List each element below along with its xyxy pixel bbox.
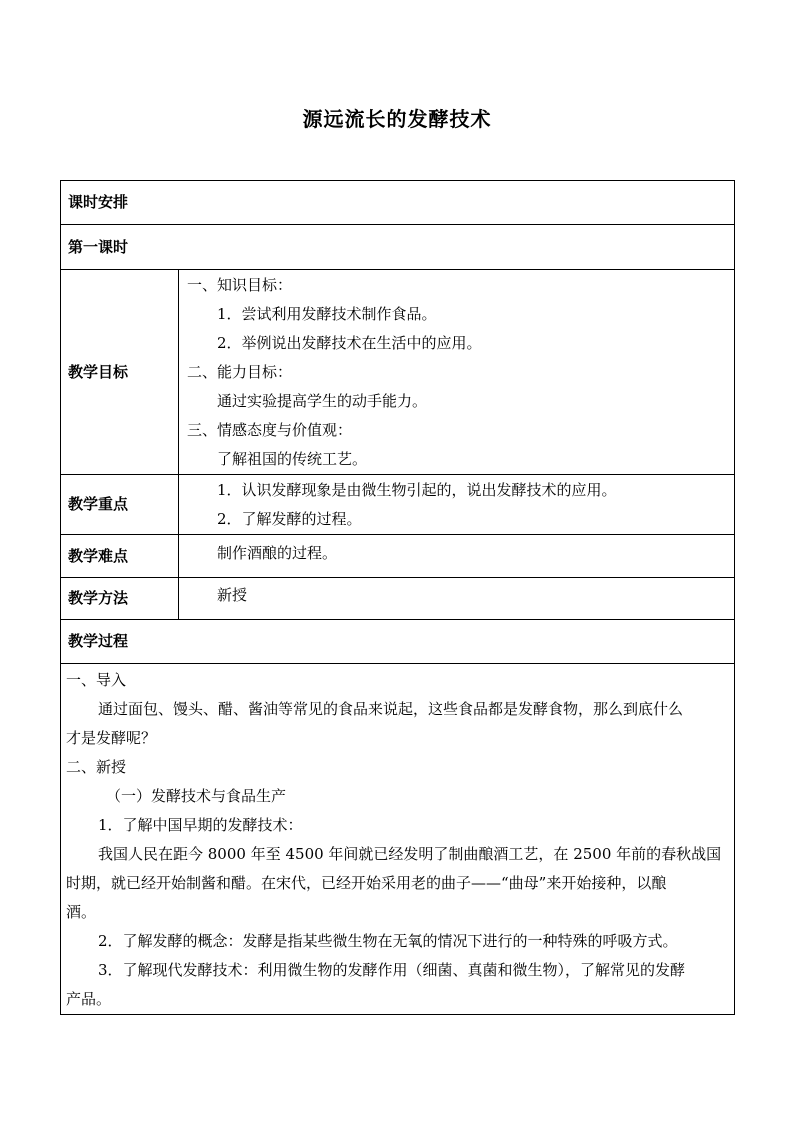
objective-line: 一、知识目标： (187, 275, 293, 294)
lesson-row (61, 225, 735, 270)
method-content (179, 578, 735, 620)
process-content (61, 664, 735, 1015)
objective-line: 了解祖国的传统工艺。 (217, 449, 368, 468)
process-line: 才是发酵呢？ (66, 729, 157, 747)
objective-line: 2．举例说出发酵技术在生活中的应用。 (217, 333, 482, 352)
process-line: 酒。 (66, 903, 97, 921)
process-row (61, 664, 735, 1015)
method-text: 新授 (217, 586, 248, 604)
method-row (61, 578, 735, 620)
process-line: 1．了解中国早期的发酵技术： (98, 816, 303, 834)
objectives-content (179, 270, 735, 475)
key-points-row (61, 475, 735, 535)
process-line: 时期，就已经开始制酱和醋。在宋代，已经开始采用老的曲子——“曲母”来开始接种，以酿 (66, 874, 667, 892)
process-line: 一、导入 (66, 671, 127, 689)
process-header-row (61, 620, 735, 664)
key-point-line: 2．了解发酵的过程。 (217, 509, 362, 528)
objective-line: 三、情感态度与价值观： (187, 420, 353, 439)
process-line: 3．了解现代发酵技术：利用微生物的发酵作用（细菌、真菌和微生物），了解常见的发酵 (98, 961, 686, 979)
lesson-plan-table (60, 180, 735, 1015)
objective-line: 通过实验提高学生的动手能力。 (217, 391, 428, 410)
method-label: 教学方法 (61, 578, 179, 620)
schedule-heading: 课时安排 (61, 181, 735, 225)
objective-line: 1．尝试利用发酵技术制作食品。 (217, 304, 437, 323)
difficulties-content (179, 535, 735, 578)
process-line: 产品。 (66, 990, 112, 1008)
key-points-label: 教学重点 (61, 475, 179, 535)
process-line: 通过面包、馒头、醋、酱油等常见的食品来说起，这些食品都是发酵食物，那么到底什么 (98, 700, 684, 718)
key-points-content (179, 475, 735, 535)
objectives-row (61, 270, 735, 475)
process-heading: 教学过程 (61, 620, 735, 664)
document-title: 源远流长的发酵技术 (302, 107, 492, 131)
difficulties-row (61, 535, 735, 578)
lesson-heading: 第一课时 (61, 225, 735, 270)
process-line: （一）发酵技术与食品生产 (106, 787, 287, 805)
schedule-row (61, 181, 735, 225)
process-line: 2．了解发酵的概念：发酵是指某些微生物在无氧的情况下进行的一种特殊的呼吸方式。 (98, 932, 678, 950)
difficulties-label: 教学难点 (61, 535, 179, 578)
process-line: 我国人民在距今 8000 年至 4500 年间就已经发明了制曲酿酒工艺，在 2500 年前的春秋战国 (98, 845, 722, 863)
difficulties-text: 制作酒酿的过程。 (217, 544, 338, 562)
process-line: 二、新授 (66, 758, 127, 776)
objectives-label: 教学目标 (61, 270, 179, 475)
key-point-line: 1．认识发酵现象是由微生物引起的，说出发酵技术的应用。 (217, 480, 617, 499)
objective-line: 二、能力目标： (187, 362, 293, 381)
